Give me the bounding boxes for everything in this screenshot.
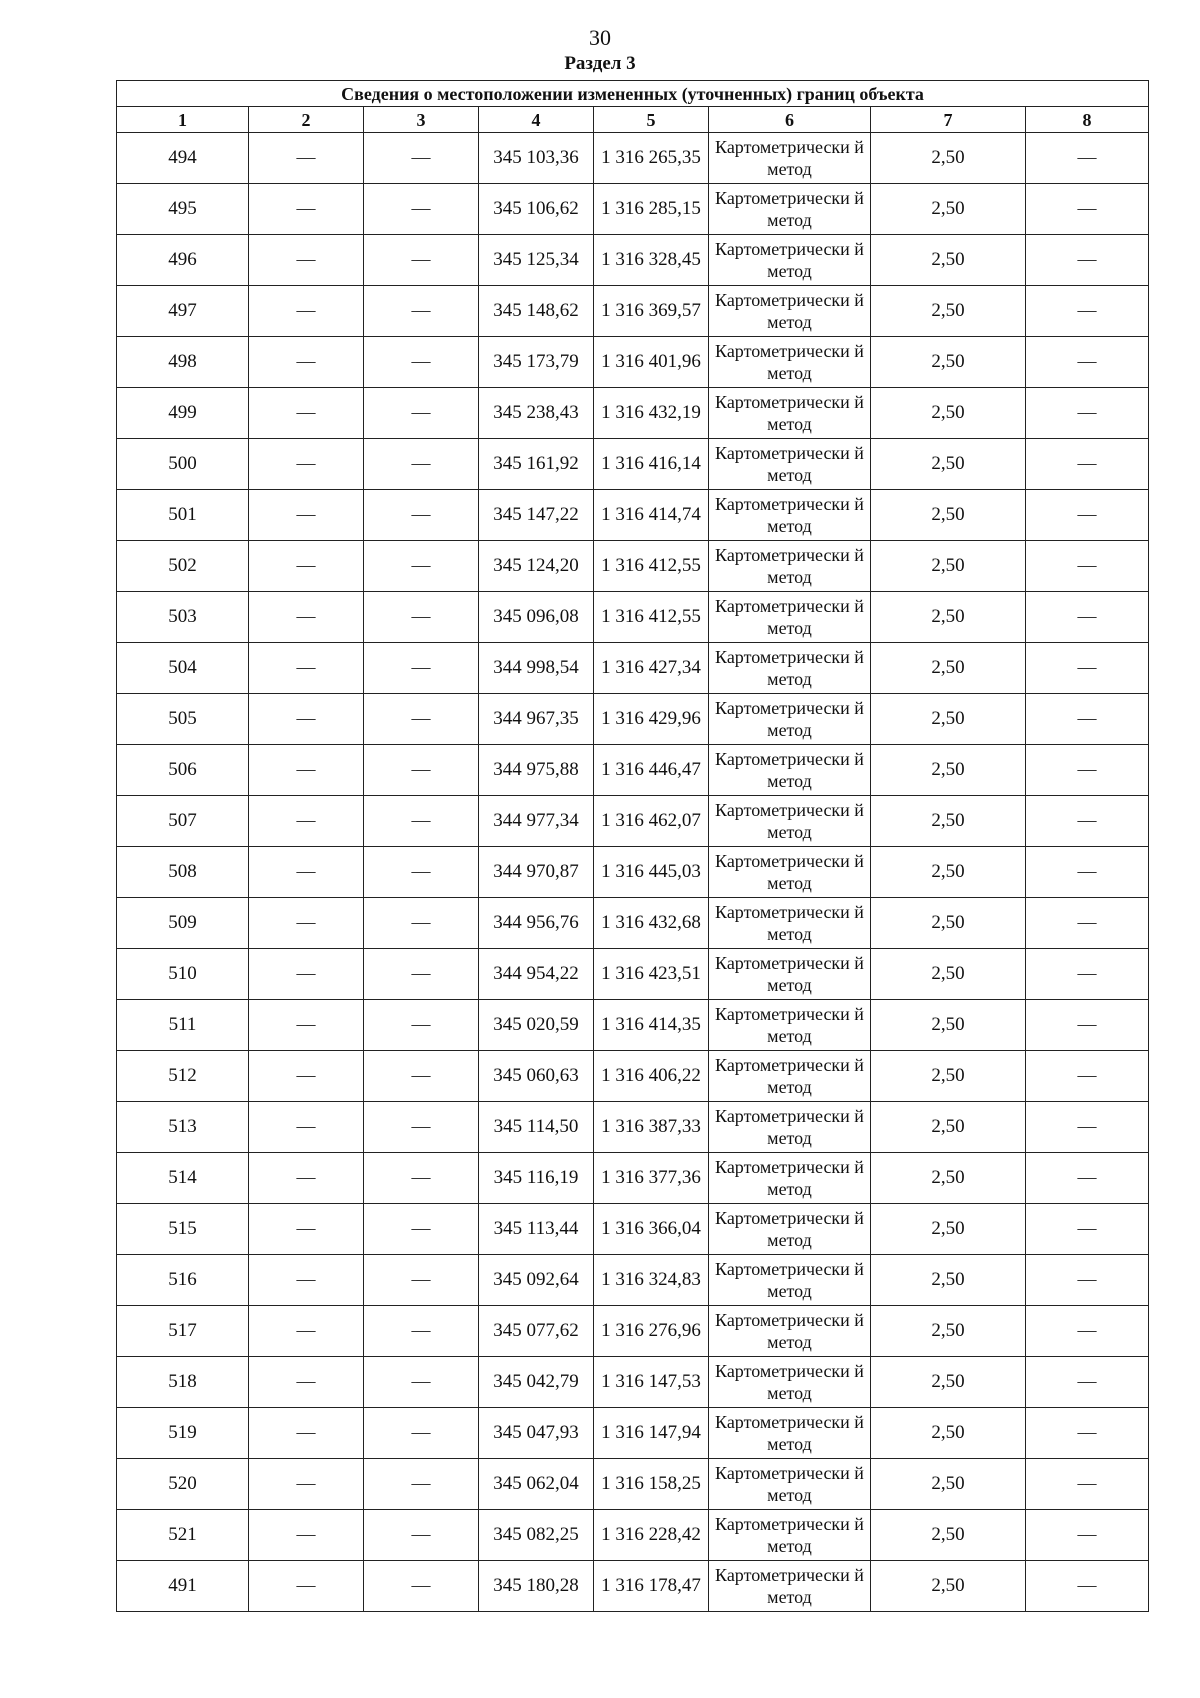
table-row bbox=[117, 1459, 1149, 1510]
table-row bbox=[117, 1357, 1149, 1408]
method-cell: Картометрически й метод bbox=[709, 1459, 871, 1510]
method-cell: Картометрически й метод bbox=[709, 337, 871, 388]
empty-value-cell: — bbox=[1026, 1204, 1149, 1255]
accuracy-cell: 2,50 bbox=[871, 286, 1026, 337]
accuracy-cell: 2,50 bbox=[871, 439, 1026, 490]
column-number: 7 bbox=[871, 107, 1026, 133]
empty-value-cell: — bbox=[364, 643, 479, 694]
method-cell: Картометрически й метод bbox=[709, 439, 871, 490]
y-coordinate-cell: 1 316 377,36 bbox=[594, 1153, 709, 1204]
x-coordinate-cell: 344 970,87 bbox=[479, 847, 594, 898]
y-coordinate-cell: 1 316 265,35 bbox=[594, 133, 709, 184]
point-number-cell: 520 bbox=[117, 1459, 249, 1510]
accuracy-cell: 2,50 bbox=[871, 1561, 1026, 1612]
table-row bbox=[117, 1153, 1149, 1204]
accuracy-cell: 2,50 bbox=[871, 490, 1026, 541]
empty-value-cell: — bbox=[249, 1357, 364, 1408]
table-row bbox=[117, 1255, 1149, 1306]
y-coordinate-cell: 1 316 432,19 bbox=[594, 388, 709, 439]
accuracy-cell: 2,50 bbox=[871, 796, 1026, 847]
method-cell: Картометрически й метод bbox=[709, 286, 871, 337]
empty-value-cell: — bbox=[1026, 541, 1149, 592]
point-number-cell: 504 bbox=[117, 643, 249, 694]
empty-value-cell: — bbox=[364, 1459, 479, 1510]
empty-value-cell: — bbox=[364, 133, 479, 184]
x-coordinate-cell: 345 106,62 bbox=[479, 184, 594, 235]
point-number-cell: 491 bbox=[117, 1561, 249, 1612]
point-number-cell: 507 bbox=[117, 796, 249, 847]
x-coordinate-cell: 345 060,63 bbox=[479, 1051, 594, 1102]
method-cell: Картометрически й метод bbox=[709, 898, 871, 949]
accuracy-cell: 2,50 bbox=[871, 1408, 1026, 1459]
point-number-cell: 510 bbox=[117, 949, 249, 1000]
x-coordinate-cell: 344 967,35 bbox=[479, 694, 594, 745]
accuracy-cell: 2,50 bbox=[871, 847, 1026, 898]
point-number-cell: 509 bbox=[117, 898, 249, 949]
y-coordinate-cell: 1 316 285,15 bbox=[594, 184, 709, 235]
empty-value-cell: — bbox=[364, 337, 479, 388]
y-coordinate-cell: 1 316 366,04 bbox=[594, 1204, 709, 1255]
column-number: 4 bbox=[479, 107, 594, 133]
accuracy-cell: 2,50 bbox=[871, 133, 1026, 184]
x-coordinate-cell: 345 092,64 bbox=[479, 1255, 594, 1306]
empty-value-cell: — bbox=[1026, 439, 1149, 490]
empty-value-cell: — bbox=[1026, 388, 1149, 439]
point-number-cell: 508 bbox=[117, 847, 249, 898]
y-coordinate-cell: 1 316 414,74 bbox=[594, 490, 709, 541]
point-number-cell: 497 bbox=[117, 286, 249, 337]
empty-value-cell: — bbox=[1026, 1153, 1149, 1204]
accuracy-cell: 2,50 bbox=[871, 1051, 1026, 1102]
table-row bbox=[117, 847, 1149, 898]
table-row bbox=[117, 235, 1149, 286]
point-number-cell: 515 bbox=[117, 1204, 249, 1255]
point-number-cell: 513 bbox=[117, 1102, 249, 1153]
method-cell: Картометрически й метод bbox=[709, 1510, 871, 1561]
accuracy-cell: 2,50 bbox=[871, 1204, 1026, 1255]
point-number-cell: 494 bbox=[117, 133, 249, 184]
x-coordinate-cell: 345 161,92 bbox=[479, 439, 594, 490]
empty-value-cell: — bbox=[364, 1510, 479, 1561]
empty-value-cell: — bbox=[249, 949, 364, 1000]
empty-value-cell: — bbox=[1026, 184, 1149, 235]
empty-value-cell: — bbox=[1026, 490, 1149, 541]
x-coordinate-cell: 344 954,22 bbox=[479, 949, 594, 1000]
accuracy-cell: 2,50 bbox=[871, 235, 1026, 286]
point-number-cell: 503 bbox=[117, 592, 249, 643]
empty-value-cell: — bbox=[249, 1204, 364, 1255]
table-row bbox=[117, 490, 1149, 541]
empty-value-cell: — bbox=[364, 1000, 479, 1051]
method-cell: Картометрически й метод bbox=[709, 643, 871, 694]
empty-value-cell: — bbox=[249, 1561, 364, 1612]
y-coordinate-cell: 1 316 158,25 bbox=[594, 1459, 709, 1510]
method-cell: Картометрически й метод bbox=[709, 541, 871, 592]
point-number-cell: 506 bbox=[117, 745, 249, 796]
x-coordinate-cell: 345 047,93 bbox=[479, 1408, 594, 1459]
empty-value-cell: — bbox=[1026, 1051, 1149, 1102]
accuracy-cell: 2,50 bbox=[871, 1459, 1026, 1510]
table-row bbox=[117, 337, 1149, 388]
table-row bbox=[117, 1306, 1149, 1357]
table-row bbox=[117, 1000, 1149, 1051]
method-cell: Картометрически й метод bbox=[709, 490, 871, 541]
empty-value-cell: — bbox=[249, 286, 364, 337]
empty-value-cell: — bbox=[249, 745, 364, 796]
empty-value-cell: — bbox=[1026, 1459, 1149, 1510]
empty-value-cell: — bbox=[249, 694, 364, 745]
method-cell: Картометрически й метод bbox=[709, 847, 871, 898]
point-number-cell: 496 bbox=[117, 235, 249, 286]
empty-value-cell: — bbox=[1026, 592, 1149, 643]
accuracy-cell: 2,50 bbox=[871, 337, 1026, 388]
table-row bbox=[117, 1561, 1149, 1612]
column-number: 3 bbox=[364, 107, 479, 133]
table-row bbox=[117, 898, 1149, 949]
empty-value-cell: — bbox=[249, 337, 364, 388]
column-number: 8 bbox=[1026, 107, 1149, 133]
accuracy-cell: 2,50 bbox=[871, 388, 1026, 439]
method-cell: Картометрически й метод bbox=[709, 1306, 871, 1357]
y-coordinate-cell: 1 316 369,57 bbox=[594, 286, 709, 337]
method-cell: Картометрически й метод bbox=[709, 235, 871, 286]
empty-value-cell: — bbox=[249, 1102, 364, 1153]
empty-value-cell: — bbox=[249, 235, 364, 286]
x-coordinate-cell: 345 062,04 bbox=[479, 1459, 594, 1510]
x-coordinate-cell: 344 998,54 bbox=[479, 643, 594, 694]
empty-value-cell: — bbox=[364, 694, 479, 745]
empty-value-cell: — bbox=[364, 796, 479, 847]
x-coordinate-cell: 345 148,62 bbox=[479, 286, 594, 337]
x-coordinate-cell: 345 238,43 bbox=[479, 388, 594, 439]
x-coordinate-cell: 345 113,44 bbox=[479, 1204, 594, 1255]
table-row bbox=[117, 1510, 1149, 1561]
empty-value-cell: — bbox=[249, 796, 364, 847]
y-coordinate-cell: 1 316 416,14 bbox=[594, 439, 709, 490]
accuracy-cell: 2,50 bbox=[871, 1000, 1026, 1051]
accuracy-cell: 2,50 bbox=[871, 949, 1026, 1000]
empty-value-cell: — bbox=[1026, 1561, 1149, 1612]
empty-value-cell: — bbox=[1026, 1000, 1149, 1051]
table-row bbox=[117, 1204, 1149, 1255]
x-coordinate-cell: 345 116,19 bbox=[479, 1153, 594, 1204]
method-cell: Картометрически й метод bbox=[709, 949, 871, 1000]
empty-value-cell: — bbox=[364, 1204, 479, 1255]
x-coordinate-cell: 345 042,79 bbox=[479, 1357, 594, 1408]
accuracy-cell: 2,50 bbox=[871, 745, 1026, 796]
section-title: Раздел 3 bbox=[564, 53, 636, 74]
table-row bbox=[117, 1408, 1149, 1459]
x-coordinate-cell: 345 180,28 bbox=[479, 1561, 594, 1612]
method-cell: Картометрически й метод bbox=[709, 1204, 871, 1255]
empty-value-cell: — bbox=[1026, 133, 1149, 184]
empty-value-cell: — bbox=[249, 388, 364, 439]
empty-value-cell: — bbox=[364, 286, 479, 337]
table-row bbox=[117, 745, 1149, 796]
empty-value-cell: — bbox=[1026, 694, 1149, 745]
column-number: 2 bbox=[249, 107, 364, 133]
empty-value-cell: — bbox=[364, 388, 479, 439]
empty-value-cell: — bbox=[364, 490, 479, 541]
empty-value-cell: — bbox=[249, 541, 364, 592]
empty-value-cell: — bbox=[249, 1255, 364, 1306]
method-cell: Картометрически й метод bbox=[709, 1102, 871, 1153]
y-coordinate-cell: 1 316 276,96 bbox=[594, 1306, 709, 1357]
accuracy-cell: 2,50 bbox=[871, 1357, 1026, 1408]
x-coordinate-cell: 345 020,59 bbox=[479, 1000, 594, 1051]
x-coordinate-cell: 345 124,20 bbox=[479, 541, 594, 592]
empty-value-cell: — bbox=[249, 133, 364, 184]
y-coordinate-cell: 1 316 446,47 bbox=[594, 745, 709, 796]
y-coordinate-cell: 1 316 228,42 bbox=[594, 1510, 709, 1561]
table-row bbox=[117, 1102, 1149, 1153]
empty-value-cell: — bbox=[249, 490, 364, 541]
method-cell: Картометрически й метод bbox=[709, 133, 871, 184]
empty-value-cell: — bbox=[364, 184, 479, 235]
table-row bbox=[117, 1051, 1149, 1102]
empty-value-cell: — bbox=[249, 1306, 364, 1357]
empty-value-cell: — bbox=[1026, 1102, 1149, 1153]
point-number-cell: 502 bbox=[117, 541, 249, 592]
table-row bbox=[117, 643, 1149, 694]
method-cell: Картометрически й метод bbox=[709, 796, 871, 847]
empty-value-cell: — bbox=[364, 235, 479, 286]
method-cell: Картометрически й метод bbox=[709, 1357, 871, 1408]
y-coordinate-cell: 1 316 429,96 bbox=[594, 694, 709, 745]
y-coordinate-cell: 1 316 178,47 bbox=[594, 1561, 709, 1612]
table-row bbox=[117, 949, 1149, 1000]
empty-value-cell: — bbox=[1026, 1357, 1149, 1408]
empty-value-cell: — bbox=[364, 1255, 479, 1306]
method-cell: Картометрически й метод bbox=[709, 592, 871, 643]
empty-value-cell: — bbox=[1026, 796, 1149, 847]
empty-value-cell: — bbox=[249, 1153, 364, 1204]
table-row bbox=[117, 388, 1149, 439]
empty-value-cell: — bbox=[249, 184, 364, 235]
empty-value-cell: — bbox=[249, 1000, 364, 1051]
column-number: 6 bbox=[709, 107, 871, 133]
accuracy-cell: 2,50 bbox=[871, 1510, 1026, 1561]
y-coordinate-cell: 1 316 324,83 bbox=[594, 1255, 709, 1306]
accuracy-cell: 2,50 bbox=[871, 1153, 1026, 1204]
point-number-cell: 516 bbox=[117, 1255, 249, 1306]
x-coordinate-cell: 344 977,34 bbox=[479, 796, 594, 847]
empty-value-cell: — bbox=[249, 847, 364, 898]
x-coordinate-cell: 345 147,22 bbox=[479, 490, 594, 541]
y-coordinate-cell: 1 316 406,22 bbox=[594, 1051, 709, 1102]
method-cell: Картометрически й метод bbox=[709, 1000, 871, 1051]
empty-value-cell: — bbox=[249, 439, 364, 490]
accuracy-cell: 2,50 bbox=[871, 643, 1026, 694]
empty-value-cell: — bbox=[364, 949, 479, 1000]
point-number-cell: 495 bbox=[117, 184, 249, 235]
table-caption: Сведения о местоположении измененных (уточненных) границ объекта bbox=[117, 81, 1149, 107]
point-number-cell: 517 bbox=[117, 1306, 249, 1357]
method-cell: Картометрически й метод bbox=[709, 745, 871, 796]
empty-value-cell: — bbox=[364, 745, 479, 796]
method-cell: Картометрически й метод bbox=[709, 1255, 871, 1306]
accuracy-cell: 2,50 bbox=[871, 1255, 1026, 1306]
column-number: 1 bbox=[117, 107, 249, 133]
x-coordinate-cell: 345 114,50 bbox=[479, 1102, 594, 1153]
empty-value-cell: — bbox=[1026, 745, 1149, 796]
empty-value-cell: — bbox=[364, 1102, 479, 1153]
table-body bbox=[117, 133, 1149, 1612]
accuracy-cell: 2,50 bbox=[871, 898, 1026, 949]
point-number-cell: 511 bbox=[117, 1000, 249, 1051]
empty-value-cell: — bbox=[1026, 235, 1149, 286]
empty-value-cell: — bbox=[364, 592, 479, 643]
point-number-cell: 505 bbox=[117, 694, 249, 745]
empty-value-cell: — bbox=[249, 643, 364, 694]
x-coordinate-cell: 345 096,08 bbox=[479, 592, 594, 643]
y-coordinate-cell: 1 316 427,34 bbox=[594, 643, 709, 694]
accuracy-cell: 2,50 bbox=[871, 541, 1026, 592]
y-coordinate-cell: 1 316 412,55 bbox=[594, 541, 709, 592]
empty-value-cell: — bbox=[249, 1510, 364, 1561]
y-coordinate-cell: 1 316 387,33 bbox=[594, 1102, 709, 1153]
point-number-cell: 518 bbox=[117, 1357, 249, 1408]
page-number: 30 bbox=[589, 25, 611, 50]
empty-value-cell: — bbox=[364, 439, 479, 490]
empty-value-cell: — bbox=[364, 1051, 479, 1102]
method-cell: Картометрически й метод bbox=[709, 1561, 871, 1612]
table-row bbox=[117, 541, 1149, 592]
table-row bbox=[117, 286, 1149, 337]
empty-value-cell: — bbox=[364, 847, 479, 898]
empty-value-cell: — bbox=[1026, 643, 1149, 694]
x-coordinate-cell: 345 125,34 bbox=[479, 235, 594, 286]
point-number-cell: 519 bbox=[117, 1408, 249, 1459]
empty-value-cell: — bbox=[364, 1306, 479, 1357]
empty-value-cell: — bbox=[1026, 898, 1149, 949]
empty-value-cell: — bbox=[1026, 286, 1149, 337]
y-coordinate-cell: 1 316 401,96 bbox=[594, 337, 709, 388]
empty-value-cell: — bbox=[364, 541, 479, 592]
empty-value-cell: — bbox=[1026, 1510, 1149, 1561]
empty-value-cell: — bbox=[1026, 1408, 1149, 1459]
empty-value-cell: — bbox=[249, 898, 364, 949]
method-cell: Картометрически й метод bbox=[709, 1153, 871, 1204]
x-coordinate-cell: 344 975,88 bbox=[479, 745, 594, 796]
accuracy-cell: 2,50 bbox=[871, 1102, 1026, 1153]
table-row bbox=[117, 694, 1149, 745]
accuracy-cell: 2,50 bbox=[871, 184, 1026, 235]
x-coordinate-cell: 345 103,36 bbox=[479, 133, 594, 184]
method-cell: Картометрически й метод bbox=[709, 184, 871, 235]
point-number-cell: 500 bbox=[117, 439, 249, 490]
empty-value-cell: — bbox=[1026, 847, 1149, 898]
empty-value-cell: — bbox=[249, 1051, 364, 1102]
y-coordinate-cell: 1 316 328,45 bbox=[594, 235, 709, 286]
method-cell: Картометрически й метод bbox=[709, 694, 871, 745]
boundary-coordinates-table bbox=[116, 80, 1149, 1612]
y-coordinate-cell: 1 316 432,68 bbox=[594, 898, 709, 949]
column-number-row bbox=[117, 107, 1149, 133]
method-cell: Картометрически й метод bbox=[709, 1051, 871, 1102]
table-row bbox=[117, 439, 1149, 490]
point-number-cell: 514 bbox=[117, 1153, 249, 1204]
empty-value-cell: — bbox=[1026, 1306, 1149, 1357]
x-coordinate-cell: 344 956,76 bbox=[479, 898, 594, 949]
empty-value-cell: — bbox=[364, 1153, 479, 1204]
empty-value-cell: — bbox=[364, 1408, 479, 1459]
table-row bbox=[117, 592, 1149, 643]
empty-value-cell: — bbox=[364, 1561, 479, 1612]
empty-value-cell: — bbox=[364, 898, 479, 949]
table-row bbox=[117, 184, 1149, 235]
accuracy-cell: 2,50 bbox=[871, 1306, 1026, 1357]
point-number-cell: 521 bbox=[117, 1510, 249, 1561]
table-row bbox=[117, 796, 1149, 847]
column-number: 5 bbox=[594, 107, 709, 133]
x-coordinate-cell: 345 082,25 bbox=[479, 1510, 594, 1561]
empty-value-cell: — bbox=[249, 1408, 364, 1459]
point-number-cell: 499 bbox=[117, 388, 249, 439]
empty-value-cell: — bbox=[364, 1357, 479, 1408]
empty-value-cell: — bbox=[249, 592, 364, 643]
x-coordinate-cell: 345 173,79 bbox=[479, 337, 594, 388]
y-coordinate-cell: 1 316 462,07 bbox=[594, 796, 709, 847]
accuracy-cell: 2,50 bbox=[871, 592, 1026, 643]
x-coordinate-cell: 345 077,62 bbox=[479, 1306, 594, 1357]
empty-value-cell: — bbox=[1026, 337, 1149, 388]
y-coordinate-cell: 1 316 423,51 bbox=[594, 949, 709, 1000]
y-coordinate-cell: 1 316 414,35 bbox=[594, 1000, 709, 1051]
y-coordinate-cell: 1 316 412,55 bbox=[594, 592, 709, 643]
table-row bbox=[117, 133, 1149, 184]
point-number-cell: 498 bbox=[117, 337, 249, 388]
empty-value-cell: — bbox=[1026, 949, 1149, 1000]
accuracy-cell: 2,50 bbox=[871, 694, 1026, 745]
y-coordinate-cell: 1 316 147,94 bbox=[594, 1408, 709, 1459]
empty-value-cell: — bbox=[1026, 1255, 1149, 1306]
method-cell: Картометрически й метод bbox=[709, 1408, 871, 1459]
point-number-cell: 512 bbox=[117, 1051, 249, 1102]
method-cell: Картометрически й метод bbox=[709, 388, 871, 439]
point-number-cell: 501 bbox=[117, 490, 249, 541]
empty-value-cell: — bbox=[249, 1459, 364, 1510]
y-coordinate-cell: 1 316 147,53 bbox=[594, 1357, 709, 1408]
y-coordinate-cell: 1 316 445,03 bbox=[594, 847, 709, 898]
